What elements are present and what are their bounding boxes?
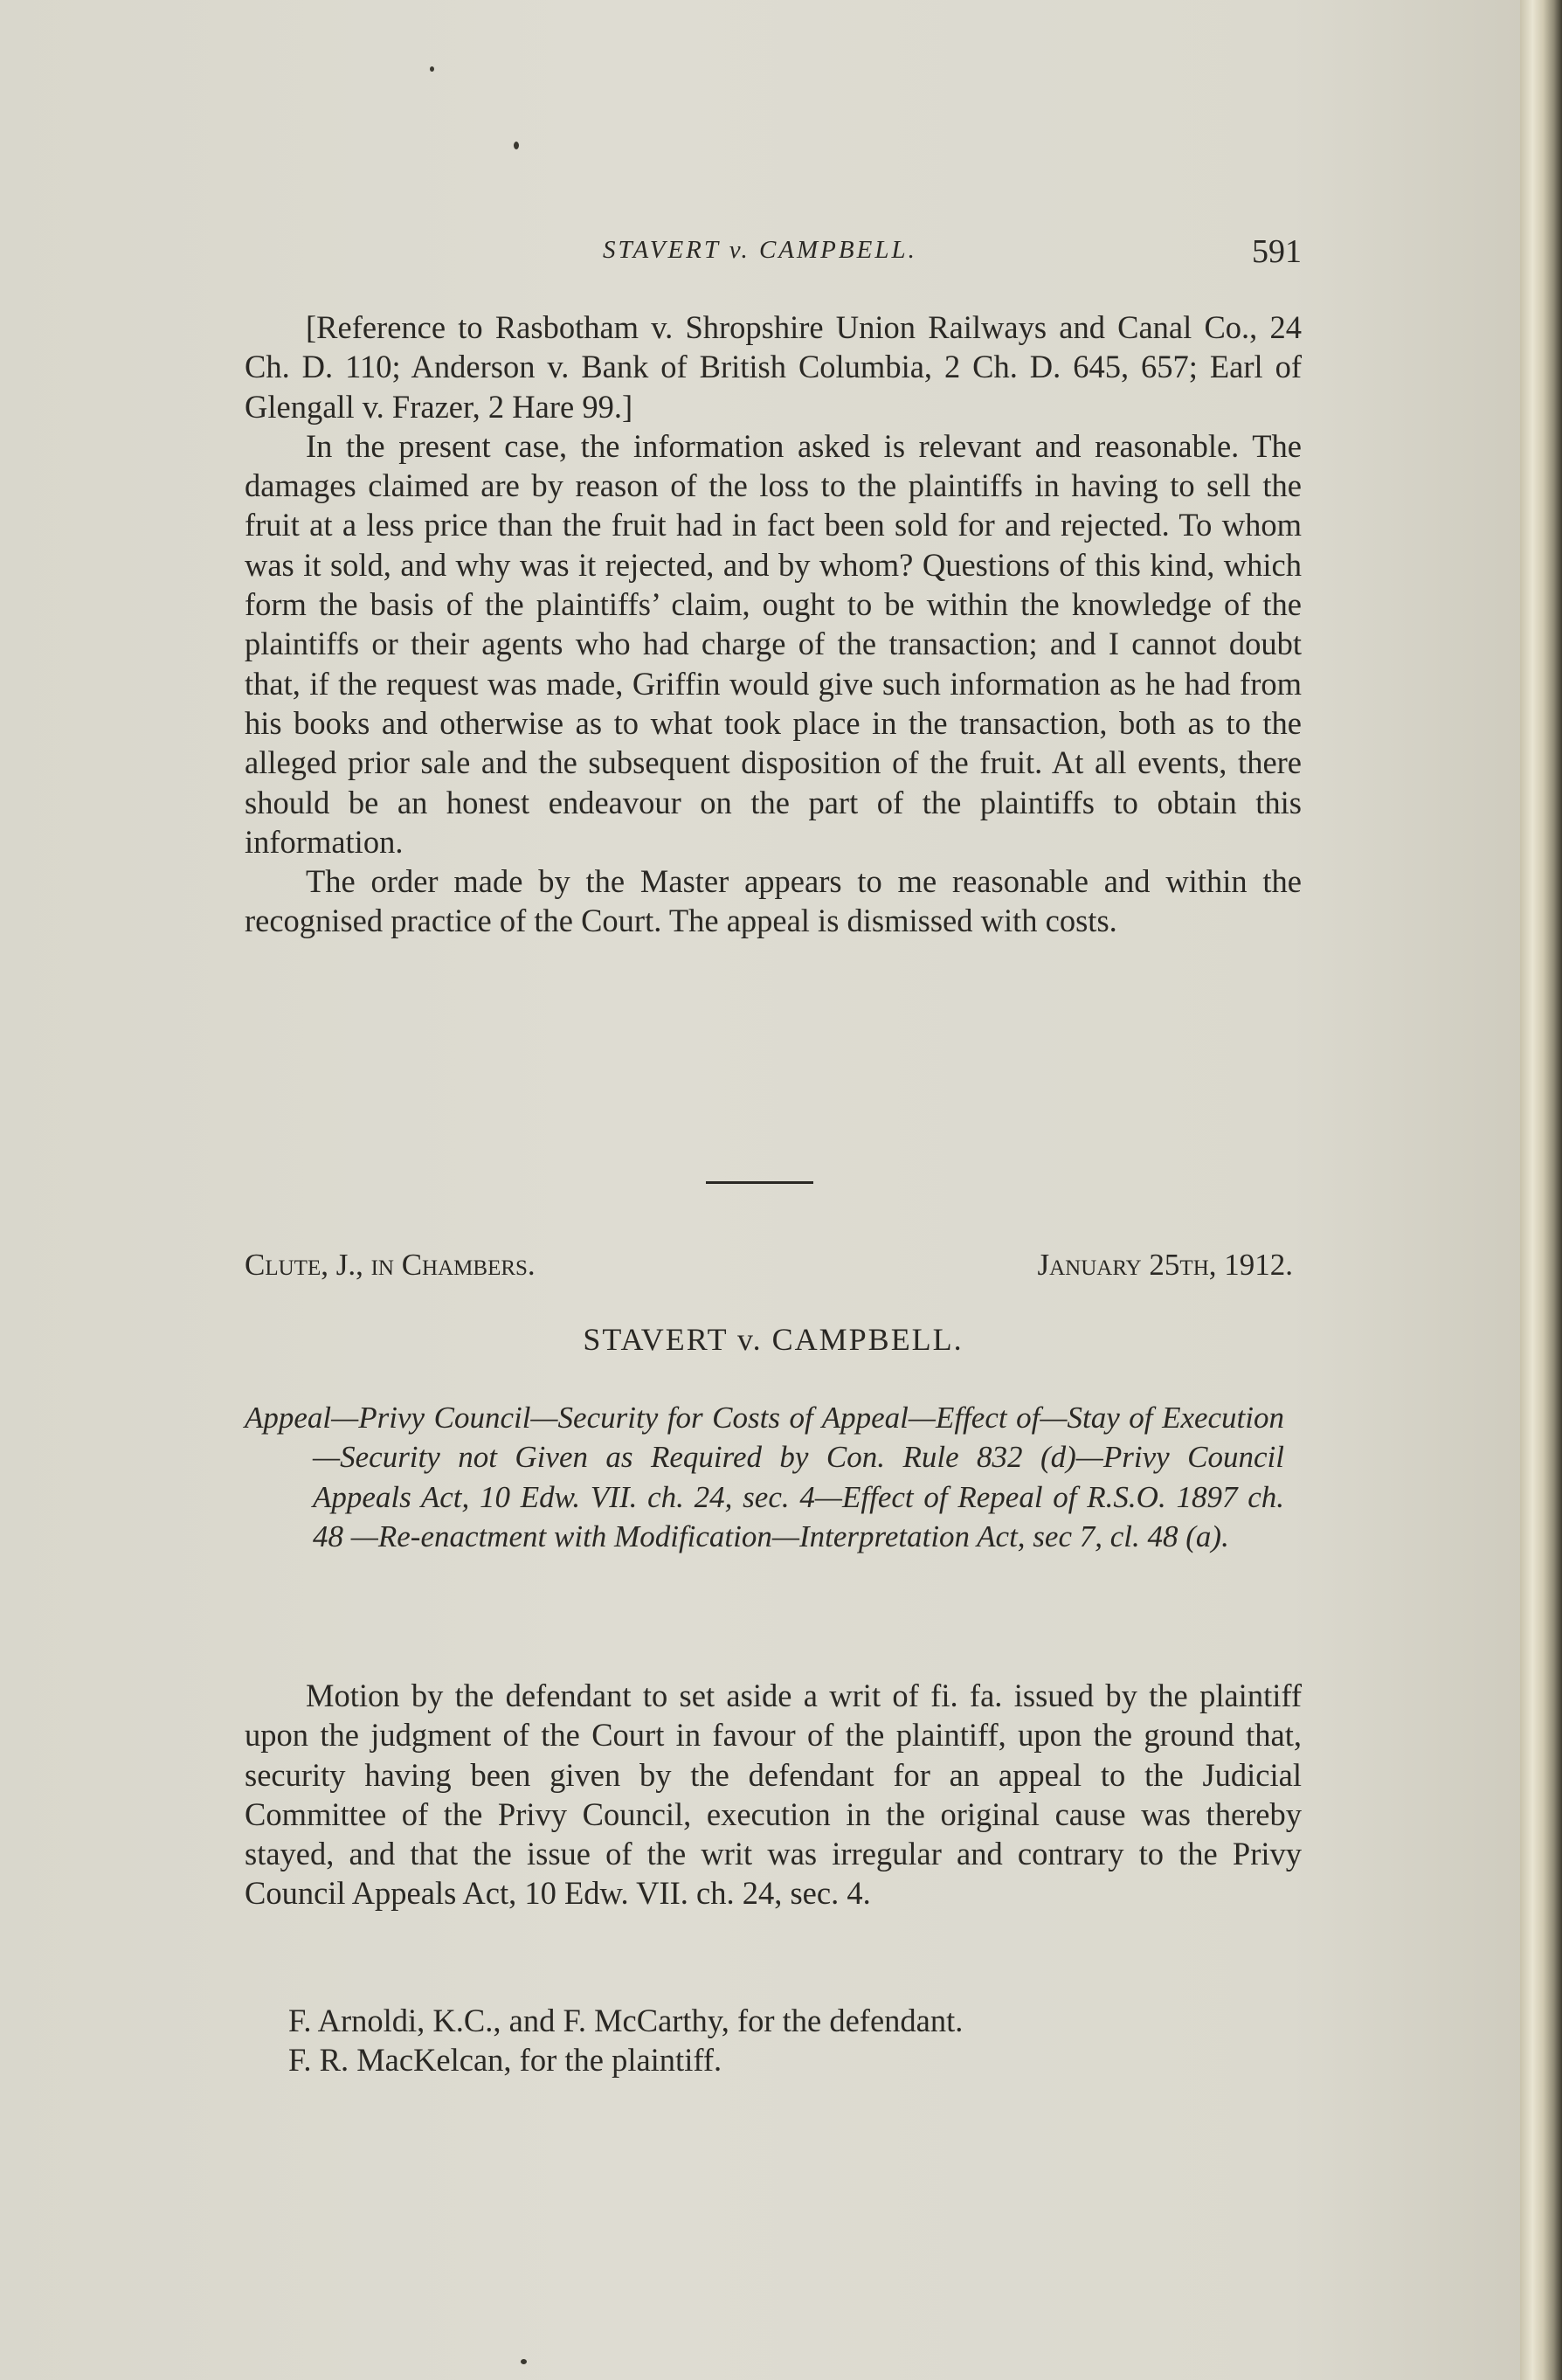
ink-speck: [430, 66, 434, 72]
counsel-line: F. Arnoldi, K.C., and F. McCarthy, for the defendant.: [288, 2003, 964, 2038]
counsel-line: F. R. MacKelcan, for the plaintiff.: [288, 2042, 722, 2078]
paragraph: [Reference to Rasbotham v. Shropshire Union Railways and Canal Co., 24 Ch. D. 110; Anderson v. Bank of British Columbia, 2 Ch. D. 645, 657; Earl of Glengall v. Frazer, 2 Hare 99.]: [245, 309, 1302, 425]
ink-speck: [521, 2359, 527, 2364]
paragraph: In the present case, the information asked is relevant and reasonable. The damages claimed are by reason of the loss to the plaintiffs in having to sell the fruit at a less price than the fruit had in fact been sold for and rejected. To whom was it sold, and why was it rejected, and by whom? Questions of this kind, which form the basis of the plaintiffs’ claim, ought to be within the knowledge of the plaintiffs or their agents who had charge of the transaction; and I cannot doubt that, if the request was made, Griffin would give such information as he had from his books and otherwise as to what took place in the transaction, both as to the alleged prior sale and the subsequent disposition of the fruit. At all events, there should be an honest endeavour on the part of the plaintiffs to obtain this information.: [245, 427, 1302, 860]
case-heading: STAVERT v. CAMPBELL.: [583, 1322, 964, 1357]
ink-speck: [514, 142, 519, 149]
decision-date: January 25th, 1912.: [1037, 1248, 1293, 1282]
motion-text: [245, 1676, 1302, 1913]
running-head-title: STAVERT v. CAMPBELL.: [603, 236, 917, 264]
book-binding-edge: [1520, 0, 1562, 2380]
headnote: [245, 1398, 1284, 1556]
paragraph: The order made by the Master appears to me reasonable and within the recognised practice of the Court. The appeal is dismissed with costs.: [245, 863, 1302, 939]
counsel-list: [288, 2001, 1267, 2079]
headnote-text: Appeal—Privy Council—Security for Costs of Appeal—Effect of—Stay of Execution—Security not Given as Required by Con. Rule 832 (d)—Privy Council Appeals Act, 10 Edw. VII. ch. 24, sec. 4—Effect of Repeal of R.S.O. 1897 ch. 48 —Re-enactment with Modification—Interpretation Act, sec 7, cl. 48 (a).: [245, 1401, 1284, 1553]
judge-line: Clute, J., in Chambers.: [245, 1248, 536, 1282]
running-head: [245, 233, 1302, 280]
page-number: 591: [1252, 233, 1302, 270]
paragraph: Motion by the defendant to set aside a writ of fi. fa. issued by the plaintiff upon the judgment of the Court in favour of the plaintiff, upon the ground that, security having been given by the defendant for an appeal to the Judicial Committee of the Privy Council, execution in the original cause was thereby stayed, and that the issue of the writ was irregular and contrary to the Privy Council Appeals Act, 10 Edw. VII. ch. 24, sec. 4.: [245, 1678, 1302, 1912]
opinion-text: [245, 308, 1302, 941]
section-divider: [706, 1181, 813, 1184]
